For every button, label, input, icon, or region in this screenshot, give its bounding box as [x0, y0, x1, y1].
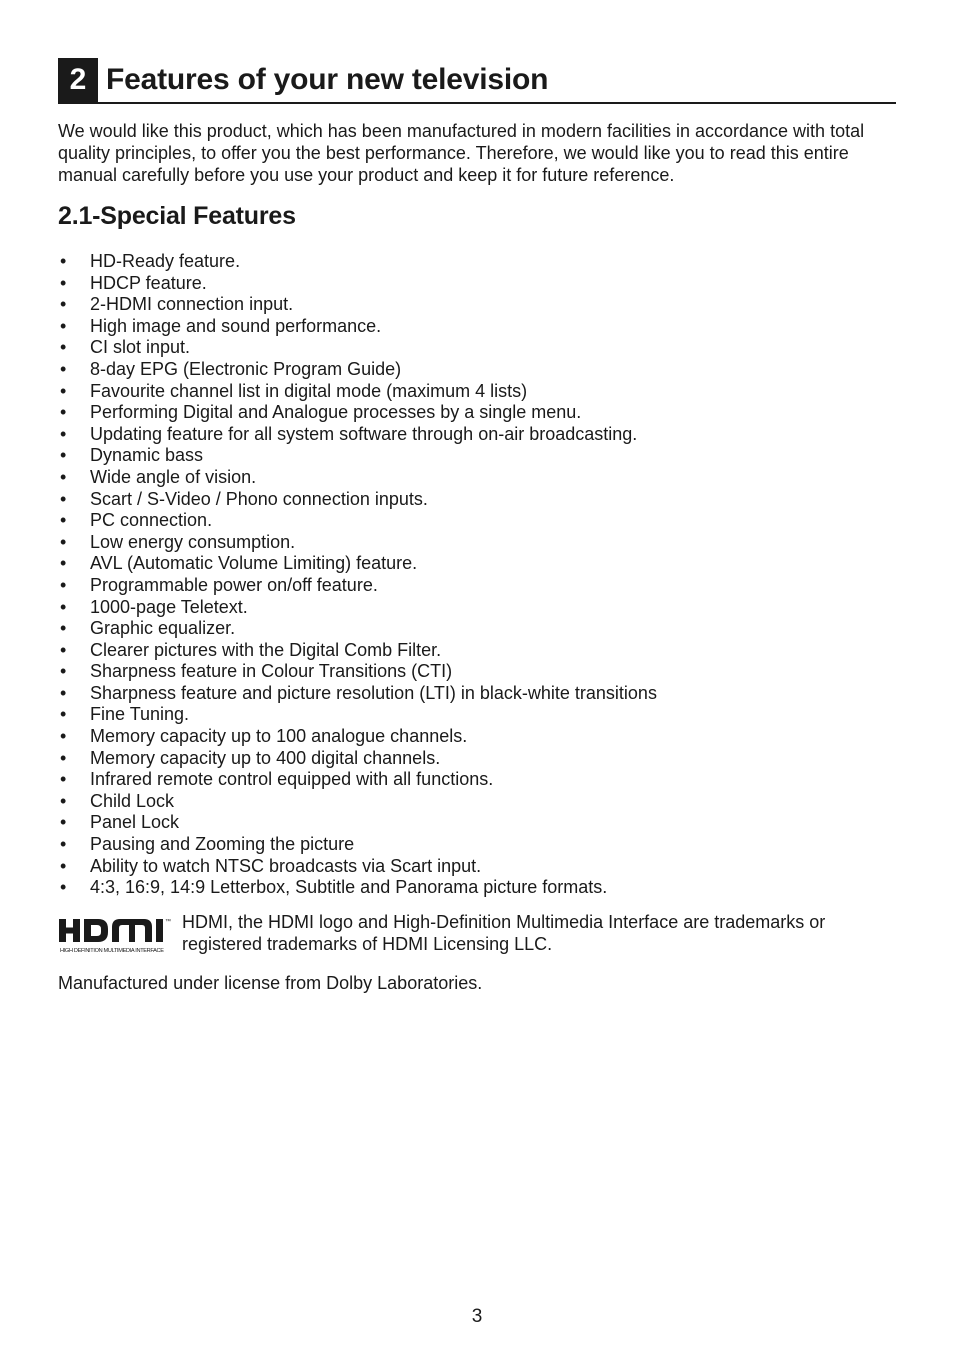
feature-text: Low energy consumption. — [90, 531, 296, 552]
hdmi-logo-tagline: HIGH DEFINITION MULTIMEDIA INTERFACE — [60, 947, 164, 954]
feature-item — [58, 704, 896, 726]
feature-item — [58, 532, 896, 554]
manual-page — [58, 58, 896, 994]
section-heading: 2.1-Special Features — [58, 202, 296, 230]
bullet-icon: • — [60, 596, 67, 617]
bullet-icon: • — [60, 423, 67, 444]
feature-item — [58, 748, 896, 770]
feature-text: Scart / S-Video / Phono connection inputs. — [90, 488, 428, 509]
bullet-icon: • — [60, 704, 67, 725]
bullet-icon: • — [60, 531, 67, 552]
feature-text: Memory capacity up to 400 digital channels. — [90, 747, 441, 768]
hdmi-notice: HDMI, the HDMI logo and High-Definition Multimedia Interface are trademarks or registered trademarks of HDMI Licensing LLC. — [182, 911, 826, 954]
bullet-icon: • — [60, 639, 67, 660]
feature-text: AVL (Automatic Volume Limiting) feature. — [90, 553, 418, 574]
feature-item — [58, 683, 896, 705]
chapter-header — [58, 58, 896, 104]
chapter-title: Features of your new television — [106, 63, 549, 96]
feature-item — [58, 812, 896, 834]
bullet-icon: • — [60, 834, 67, 855]
bullet-icon: • — [60, 510, 67, 531]
bullet-icon: • — [60, 337, 67, 358]
bullet-icon: • — [60, 618, 67, 639]
feature-item — [58, 510, 896, 532]
feature-text: Ability to watch NTSC broadcasts via Scart input. — [90, 855, 482, 876]
feature-text: 2-HDMI connection input. — [90, 294, 294, 315]
hdmi-logo — [58, 917, 176, 960]
feature-item — [58, 445, 896, 467]
bullet-icon: • — [60, 855, 67, 876]
feature-text: 4:3, 16:9, 14:9 Letterbox, Subtitle and Panorama picture formats. — [90, 877, 608, 898]
bullet-icon: • — [60, 877, 67, 898]
feature-item — [58, 597, 896, 619]
bullet-icon: • — [60, 790, 67, 811]
feature-text: CI slot input. — [90, 337, 191, 358]
feature-text: Memory capacity up to 100 analogue channels. — [90, 726, 468, 747]
bullet-icon: • — [60, 445, 67, 466]
feature-text: 8-day EPG (Electronic Program Guide) — [90, 358, 402, 379]
feature-item — [58, 467, 896, 489]
feature-item — [58, 618, 896, 640]
feature-item — [58, 726, 896, 748]
bullet-icon: • — [60, 294, 67, 315]
dolby-notice: Manufactured under license from Dolby Laboratories. — [58, 972, 483, 993]
feature-text: Infrared remote control equipped with all functions. — [90, 769, 494, 790]
bullet-icon: • — [60, 812, 67, 833]
feature-text: Clearer pictures with the Digital Comb Filter. — [90, 639, 442, 660]
feature-text: PC connection. — [90, 510, 213, 531]
feature-item — [58, 273, 896, 295]
bullet-icon: • — [60, 402, 67, 423]
bullet-icon: • — [60, 380, 67, 401]
bullet-icon: • — [60, 315, 67, 336]
feature-item — [58, 489, 896, 511]
feature-item — [58, 402, 896, 424]
feature-text: HD-Ready feature. — [90, 251, 241, 271]
feature-item — [58, 294, 896, 316]
feature-item — [58, 337, 896, 359]
feature-text: Sharpness feature in Colour Transitions (CTI) — [90, 661, 453, 682]
feature-item — [58, 834, 896, 856]
bullet-icon: • — [60, 726, 67, 747]
feature-item — [58, 640, 896, 662]
feature-text: Programmable power on/off feature. — [90, 574, 378, 595]
bullet-icon: • — [60, 251, 67, 271]
feature-item — [58, 359, 896, 381]
feature-item — [58, 575, 896, 597]
feature-item — [58, 661, 896, 683]
feature-item — [58, 553, 896, 575]
bullet-icon: • — [60, 769, 67, 790]
feature-item — [58, 791, 896, 813]
feature-text: Favourite channel list in digital mode (maximum 4 lists) — [90, 380, 528, 401]
bullet-icon: • — [60, 358, 67, 379]
bullet-icon: • — [60, 574, 67, 595]
feature-item — [58, 769, 896, 791]
feature-text: Graphic equalizer. — [90, 618, 236, 639]
bullet-icon: • — [60, 553, 67, 574]
feature-text: Wide angle of vision. — [90, 466, 257, 487]
bullet-icon: • — [60, 272, 67, 293]
feature-text: Fine Tuning. — [90, 704, 190, 725]
feature-text: Updating feature for all system software through on-air broadcasting. — [90, 423, 638, 444]
feature-item — [58, 424, 896, 446]
feature-item — [58, 856, 896, 878]
hdmi-trademark-block — [58, 911, 896, 960]
feature-item — [58, 316, 896, 338]
bullet-icon: • — [60, 682, 67, 703]
feature-text: Dynamic bass — [90, 445, 204, 466]
feature-text: Panel Lock — [90, 812, 180, 833]
feature-text: Performing Digital and Analogue processes by a single menu. — [90, 402, 582, 423]
feature-text: Pausing and Zooming the picture — [90, 834, 355, 855]
intro-paragraph: We would like this product, which has been manufactured in modern facilities in accordance with total quality principles, to offer you the best performance. Therefore, we would like you to read this entire manual carefully before you use your product and keep it for future reference. — [58, 121, 865, 185]
feature-text: 1000-page Teletext. — [90, 596, 248, 617]
feature-text: High image and sound performance. — [90, 315, 382, 336]
page-number: 3 — [471, 1306, 483, 1327]
feature-item — [58, 381, 896, 403]
hdmi-logo-tm: ™ — [165, 918, 171, 925]
feature-text: Sharpness feature and picture resolution (LTI) in black-white transitions — [90, 682, 657, 703]
bullet-icon: • — [60, 747, 67, 768]
feature-text: Child Lock — [90, 790, 175, 811]
feature-item — [58, 251, 896, 273]
bullet-icon: • — [60, 488, 67, 509]
bullet-icon: • — [60, 466, 67, 487]
feature-list — [58, 251, 896, 899]
bullet-icon: • — [60, 661, 67, 682]
feature-item — [58, 877, 896, 899]
chapter-number: 2 — [58, 58, 98, 102]
feature-text: HDCP feature. — [90, 272, 207, 293]
